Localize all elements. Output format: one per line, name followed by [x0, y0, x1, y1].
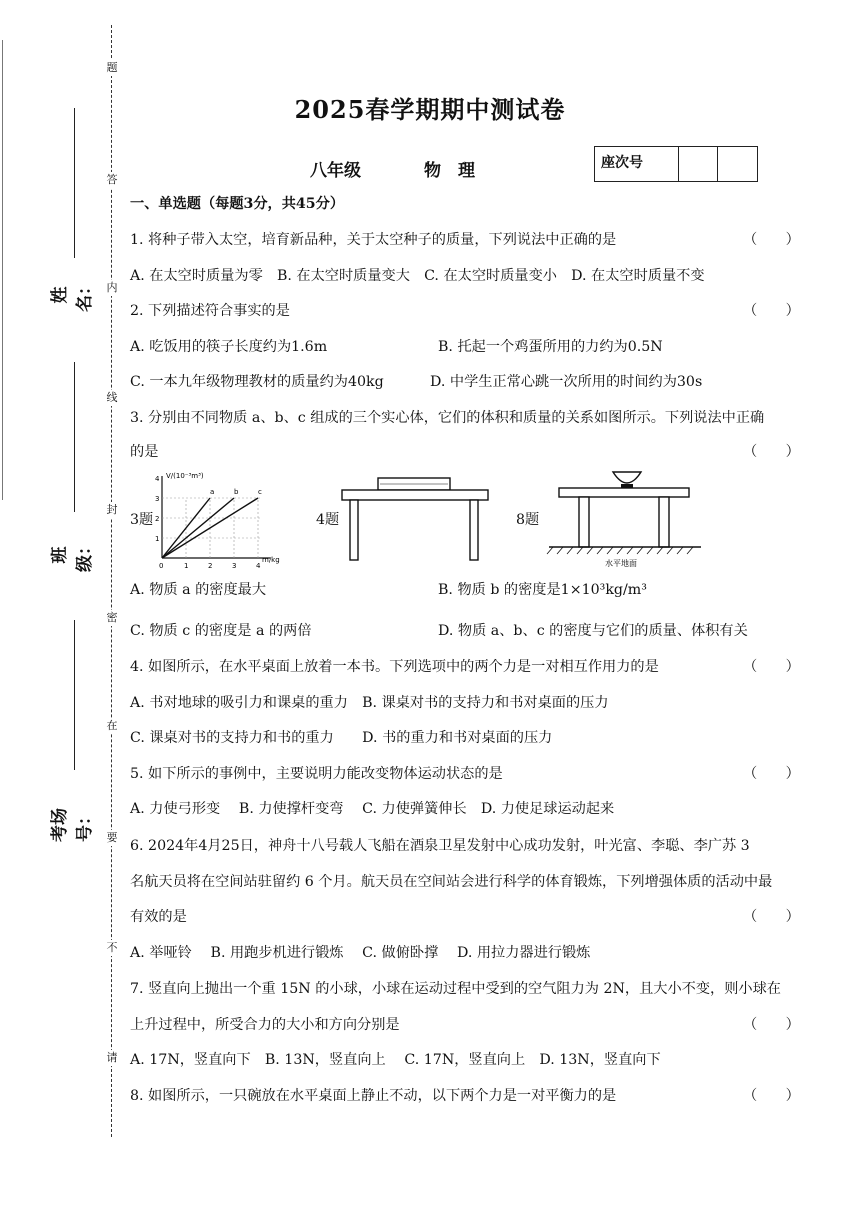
graph-y-tick: 4 [155, 475, 160, 483]
answer-bracket[interactable]: （ ） [743, 444, 800, 460]
binding-char: 在 [104, 718, 120, 734]
name-label: 姓名： [50, 278, 95, 312]
binding-char: 题 [104, 60, 120, 76]
graph-x-tick: 3 [232, 562, 237, 570]
question-6-stem: 6. 2024年4月25日，神舟十八号载人飞船在酒泉卫星发射中心成功发射，叶光富、李聪、李广苏 3 [130, 838, 750, 854]
graph-curve-label: b [234, 488, 239, 496]
graph-x-tick: 1 [184, 562, 189, 570]
binding-char: 封 [104, 502, 120, 518]
question-3-option-d: D. 物质 a、b、c 的密度与它们的质量、体积有关 [438, 623, 748, 639]
graph-curve-label: c [258, 488, 262, 496]
figure-4-label: 4题 [316, 512, 340, 528]
binding-char: 内 [104, 280, 120, 296]
answer-bracket[interactable]: （ ） [743, 232, 800, 248]
question-2-option-c: C. 一本九年级物理教材的质量约为40kg [130, 374, 384, 390]
graph-y-tick: 1 [155, 535, 160, 543]
answer-bracket[interactable]: （ ） [743, 659, 800, 675]
binding-char: 密 [104, 610, 120, 626]
name-write-line[interactable] [74, 108, 75, 258]
question-3-stem: 3. 分别由不同物质 a、b、c 组成的三个实心体，它们的体积和质量的关系如图所示。下列说法中正确 [130, 410, 765, 426]
question-7-options: A. 17N，竖直向下 B. 13N，竖直向上 C. 17N，竖直向上 D. 13N，竖直向下 [130, 1052, 661, 1068]
seat-label: 座次号 [595, 147, 679, 181]
question-6-options: A. 举哑铃 B. 用跑步机进行锻炼 C. 做俯卧撑 D. 用拉力器进行锻炼 [130, 945, 591, 961]
binding-char: 请 [104, 1050, 120, 1066]
question-7-stem-cont: 上升过程中，所受合力的大小和方向分别是 [130, 1017, 400, 1033]
question-4-options-ab: A. 书对地球的吸引力和课桌的重力 B. 课桌对书的支持力和书对桌面的压力 [130, 695, 609, 711]
question-3-option-c: C. 物质 c 的密度是 a 的两倍 [130, 623, 312, 639]
graph-x-tick: 4 [256, 562, 261, 570]
subject-label: 物 理 [424, 161, 475, 181]
figure-8-table-with-bowl [545, 466, 705, 576]
question-2-option-b: B. 托起一个鸡蛋所用的力约为0.5N [438, 339, 663, 355]
page-title: 2025春学期期中测试卷 [294, 95, 566, 124]
figure-4-desk-with-book [340, 474, 490, 564]
question-8-stem: 8. 如图所示，一只碗放在水平桌面上静止不动，以下两个力是一对平衡力的是 [130, 1088, 617, 1104]
graph-x-label: m/kg [262, 556, 280, 564]
binding-char: 线 [104, 390, 120, 406]
answer-bracket[interactable]: （ ） [743, 766, 800, 782]
question-4-options-cd: C. 课桌对书的支持力和书的重力 D. 书的重力和书对桌面的压力 [130, 730, 553, 746]
question-3-option-a: A. 物质 a 的密度最大 [130, 582, 267, 598]
exam-room-label: 考场号： [50, 808, 95, 842]
question-2-stem: 2. 下列描述符合事实的是 [130, 303, 290, 319]
question-2-option-d: D. 中学生正常心跳一次所用的时间约为30s [430, 374, 703, 390]
graph-x-tick: 2 [208, 562, 213, 570]
question-1-options: A. 在太空时质量为零 B. 在太空时质量变大 C. 在太空时质量变小 D. 在太空时质量不变 [130, 268, 705, 284]
graph-x-tick: 0 [159, 562, 164, 570]
graph-curve-label: a [210, 488, 215, 496]
question-6-stem-cont: 名航天员将在空间站驻留约 6 个月。航天员在空间站会进行科学的体育锻炼，下列增强体质的活动中最 [130, 874, 773, 890]
question-5-options: A. 力使弓形变 B. 力使撑杆变弯 C. 力使弹簧伸长 D. 力使足球运动起来 [130, 801, 615, 817]
answer-bracket[interactable]: （ ） [743, 1088, 800, 1104]
question-7-stem: 7. 竖直向上抛出一个重 15N 的小球，小球在运动过程中受到的空气阻力为 2N，且大小不变，则小球在 [130, 981, 781, 997]
graph-y-tick: 2 [155, 515, 160, 523]
question-5-stem: 5. 如下所示的事例中，主要说明力能改变物体运动状态的是 [130, 766, 503, 782]
binding-char: 要 [104, 830, 120, 846]
binding-char: 不 [104, 940, 120, 956]
binding-dashed-line [111, 25, 112, 1137]
answer-bracket[interactable]: （ ） [743, 303, 800, 319]
seat-number-box [594, 146, 758, 182]
exam-room-write-line[interactable] [74, 620, 75, 770]
question-4-stem: 4. 如图所示，在水平桌面上放着一本书。下列选项中的两个力是一对相互作用力的是 [130, 659, 659, 675]
answer-bracket[interactable]: （ ） [743, 909, 800, 925]
question-3-stem-cont: 的是 [130, 444, 159, 460]
question-2-option-a: A. 吃饭用的筷子长度约为1.6m [130, 339, 328, 355]
figure-3-graph [150, 470, 290, 570]
class-write-line[interactable] [74, 362, 75, 512]
section-heading: 一、单选题（每题3分，共45分） [130, 196, 345, 212]
graph-y-label: V/(10⁻³m³) [166, 472, 204, 480]
answer-bracket[interactable]: （ ） [743, 1017, 800, 1033]
seat-cell[interactable] [718, 147, 757, 181]
grade-label: 八年级 [310, 161, 361, 181]
class-label: 班级： [50, 538, 95, 572]
binding-char: 答 [104, 172, 120, 188]
question-6-stem-end: 有效的是 [130, 909, 187, 925]
ground-label: 水平地面 [605, 559, 637, 568]
seat-cell[interactable] [679, 147, 718, 181]
question-3-option-b: B. 物质 b 的密度是1×10³kg/m³ [438, 582, 647, 598]
figure-3-label: 3题 [130, 512, 154, 528]
figure-8-label: 8题 [516, 512, 540, 528]
question-1-stem: 1. 将种子带入太空，培育新品种，关于太空种子的质量，下列说法中正确的是 [130, 232, 617, 248]
graph-y-tick: 3 [155, 495, 160, 503]
